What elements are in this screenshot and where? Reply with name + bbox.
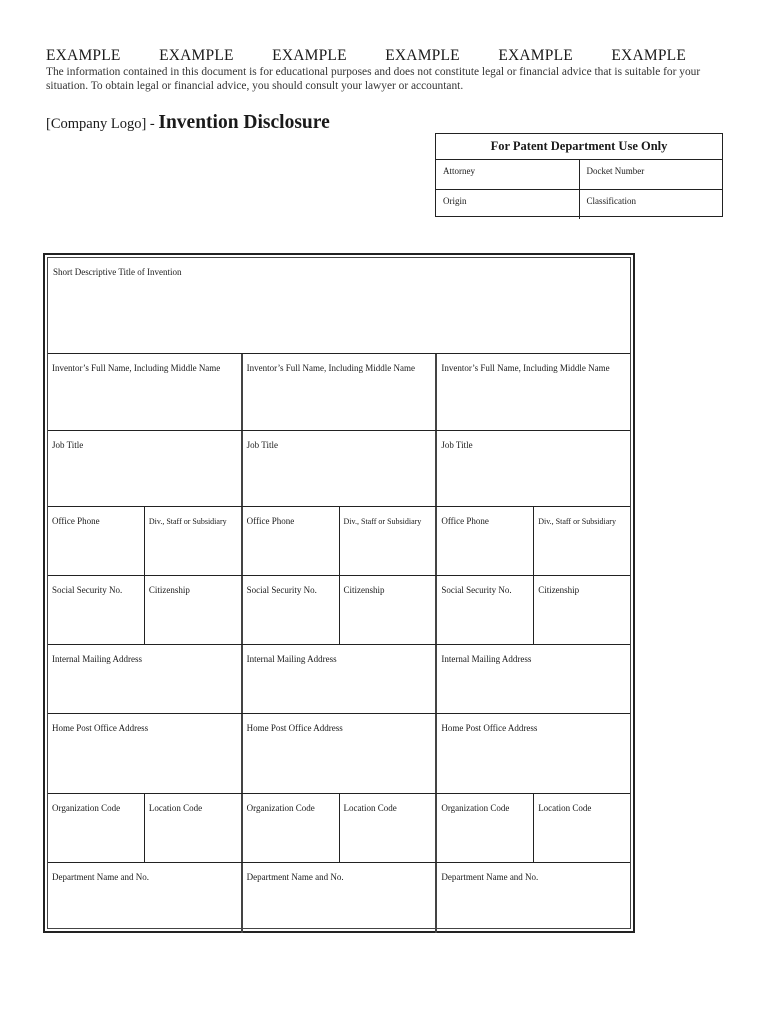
inventor-1-col	[48, 714, 241, 794]
internal-mailing-address-field[interactable]: Internal Mailing Address	[52, 654, 142, 664]
patent-row	[436, 160, 722, 189]
citizenship-field[interactable]: Citizenship	[533, 576, 630, 645]
inventor-3-col	[435, 714, 630, 794]
ssn-field[interactable]: Social Security No.	[52, 585, 123, 595]
department-field[interactable]: Department Name and No.	[441, 872, 539, 882]
inventor-1-col	[48, 863, 241, 933]
patent-box-heading: For Patent Department Use Only	[436, 134, 722, 160]
inventor-3-col	[435, 507, 630, 576]
internal-mailing-row	[48, 644, 630, 714]
location-code-field[interactable]: Location Code	[533, 794, 630, 863]
location-code-field[interactable]: Location Code	[144, 794, 241, 863]
company-logo-placeholder: [Company Logo] -	[46, 116, 159, 132]
invention-form	[43, 253, 635, 933]
citizenship-field[interactable]: Citizenship	[144, 576, 241, 645]
form-inner-border	[47, 257, 631, 929]
internal-mailing-address-field[interactable]: Internal Mailing Address	[441, 654, 532, 664]
inventor-2-col	[241, 714, 436, 794]
division-field[interactable]: Div., Staff or Subsidiary	[339, 507, 436, 576]
inventor-2-col	[241, 507, 436, 576]
inventor-2-col	[241, 645, 436, 714]
inventor-2-col	[241, 354, 436, 431]
inventor-2-col	[241, 794, 436, 863]
example-label: EXAMPLE	[498, 47, 573, 64]
organization-code-field[interactable]: Organization Code	[246, 803, 315, 813]
department-field[interactable]: Department Name and No.	[246, 872, 344, 882]
ssn-field[interactable]: Social Security No.	[441, 585, 512, 595]
example-watermark-row	[46, 47, 686, 67]
disclaimer-text: The information contained in this document is for educational purposes and does not constitute legal or financial advice that is suitable for your situation. To obtain legal or financial advice, you should consult your lawyer or accountant.	[46, 66, 701, 92]
phone-division-row	[48, 506, 630, 576]
organization-code-field[interactable]: Organization Code	[52, 803, 121, 813]
full-name-row	[48, 353, 630, 431]
location-code-field[interactable]: Location Code	[339, 794, 436, 863]
inventor-3-col	[435, 794, 630, 863]
classification-field[interactable]: Classification	[579, 190, 723, 219]
job-title-row	[48, 430, 630, 507]
inventor-full-name-field[interactable]: Inventor’s Full Name, Including Middle Name	[52, 363, 221, 373]
origin-field[interactable]: Origin	[443, 196, 467, 206]
patent-row	[436, 189, 722, 219]
inventor-3-col	[435, 354, 630, 431]
inventor-full-name-field[interactable]: Inventor’s Full Name, Including Middle Name	[246, 363, 415, 373]
inventor-3-col	[435, 431, 630, 507]
department-row	[48, 862, 630, 933]
inventor-1-col	[48, 431, 241, 507]
example-label: EXAMPLE	[611, 47, 686, 64]
home-address-field[interactable]: Home Post Office Address	[441, 723, 538, 733]
office-phone-field[interactable]: Office Phone	[441, 516, 489, 526]
patent-department-box	[435, 133, 723, 217]
org-location-row	[48, 793, 630, 863]
division-field[interactable]: Div., Staff or Subsidiary	[144, 507, 241, 576]
office-phone-field[interactable]: Office Phone	[246, 516, 295, 526]
short-title-field[interactable]: Short Descriptive Title of Invention	[53, 267, 182, 277]
job-title-field[interactable]: Job Title	[441, 440, 473, 450]
example-label: EXAMPLE	[159, 47, 234, 64]
job-title-field[interactable]: Job Title	[52, 440, 84, 450]
job-title-field[interactable]: Job Title	[246, 440, 278, 450]
inventor-2-col	[241, 431, 436, 507]
citizenship-field[interactable]: Citizenship	[339, 576, 436, 645]
organization-code-field[interactable]: Organization Code	[441, 803, 510, 813]
inventor-3-col	[435, 863, 630, 933]
title-row	[48, 258, 630, 353]
inventor-1-col	[48, 354, 241, 431]
inventor-2-col	[241, 863, 436, 933]
inventor-1-col	[48, 576, 241, 645]
example-label: EXAMPLE	[46, 47, 121, 64]
example-label: EXAMPLE	[272, 47, 347, 64]
inventor-2-col	[241, 576, 436, 645]
page-title	[46, 112, 330, 134]
docket-number-field[interactable]: Docket Number	[579, 160, 723, 189]
division-field[interactable]: Div., Staff or Subsidiary	[533, 507, 630, 576]
ssn-citizenship-row	[48, 575, 630, 645]
inventor-3-col	[435, 645, 630, 714]
home-address-row	[48, 713, 630, 794]
example-label: EXAMPLE	[385, 47, 460, 64]
form-title: Invention Disclosure	[158, 112, 330, 133]
inventor-3-col	[435, 576, 630, 645]
inventor-1-col	[48, 645, 241, 714]
internal-mailing-address-field[interactable]: Internal Mailing Address	[246, 654, 337, 664]
inventor-full-name-field[interactable]: Inventor’s Full Name, Including Middle Name	[441, 363, 610, 373]
inventor-1-col	[48, 507, 241, 576]
department-field[interactable]: Department Name and No.	[52, 872, 149, 882]
ssn-field[interactable]: Social Security No.	[246, 585, 317, 595]
office-phone-field[interactable]: Office Phone	[52, 516, 100, 526]
attorney-field[interactable]: Attorney	[443, 166, 475, 176]
inventor-1-col	[48, 794, 241, 863]
home-address-field[interactable]: Home Post Office Address	[52, 723, 149, 733]
home-address-field[interactable]: Home Post Office Address	[246, 723, 343, 733]
